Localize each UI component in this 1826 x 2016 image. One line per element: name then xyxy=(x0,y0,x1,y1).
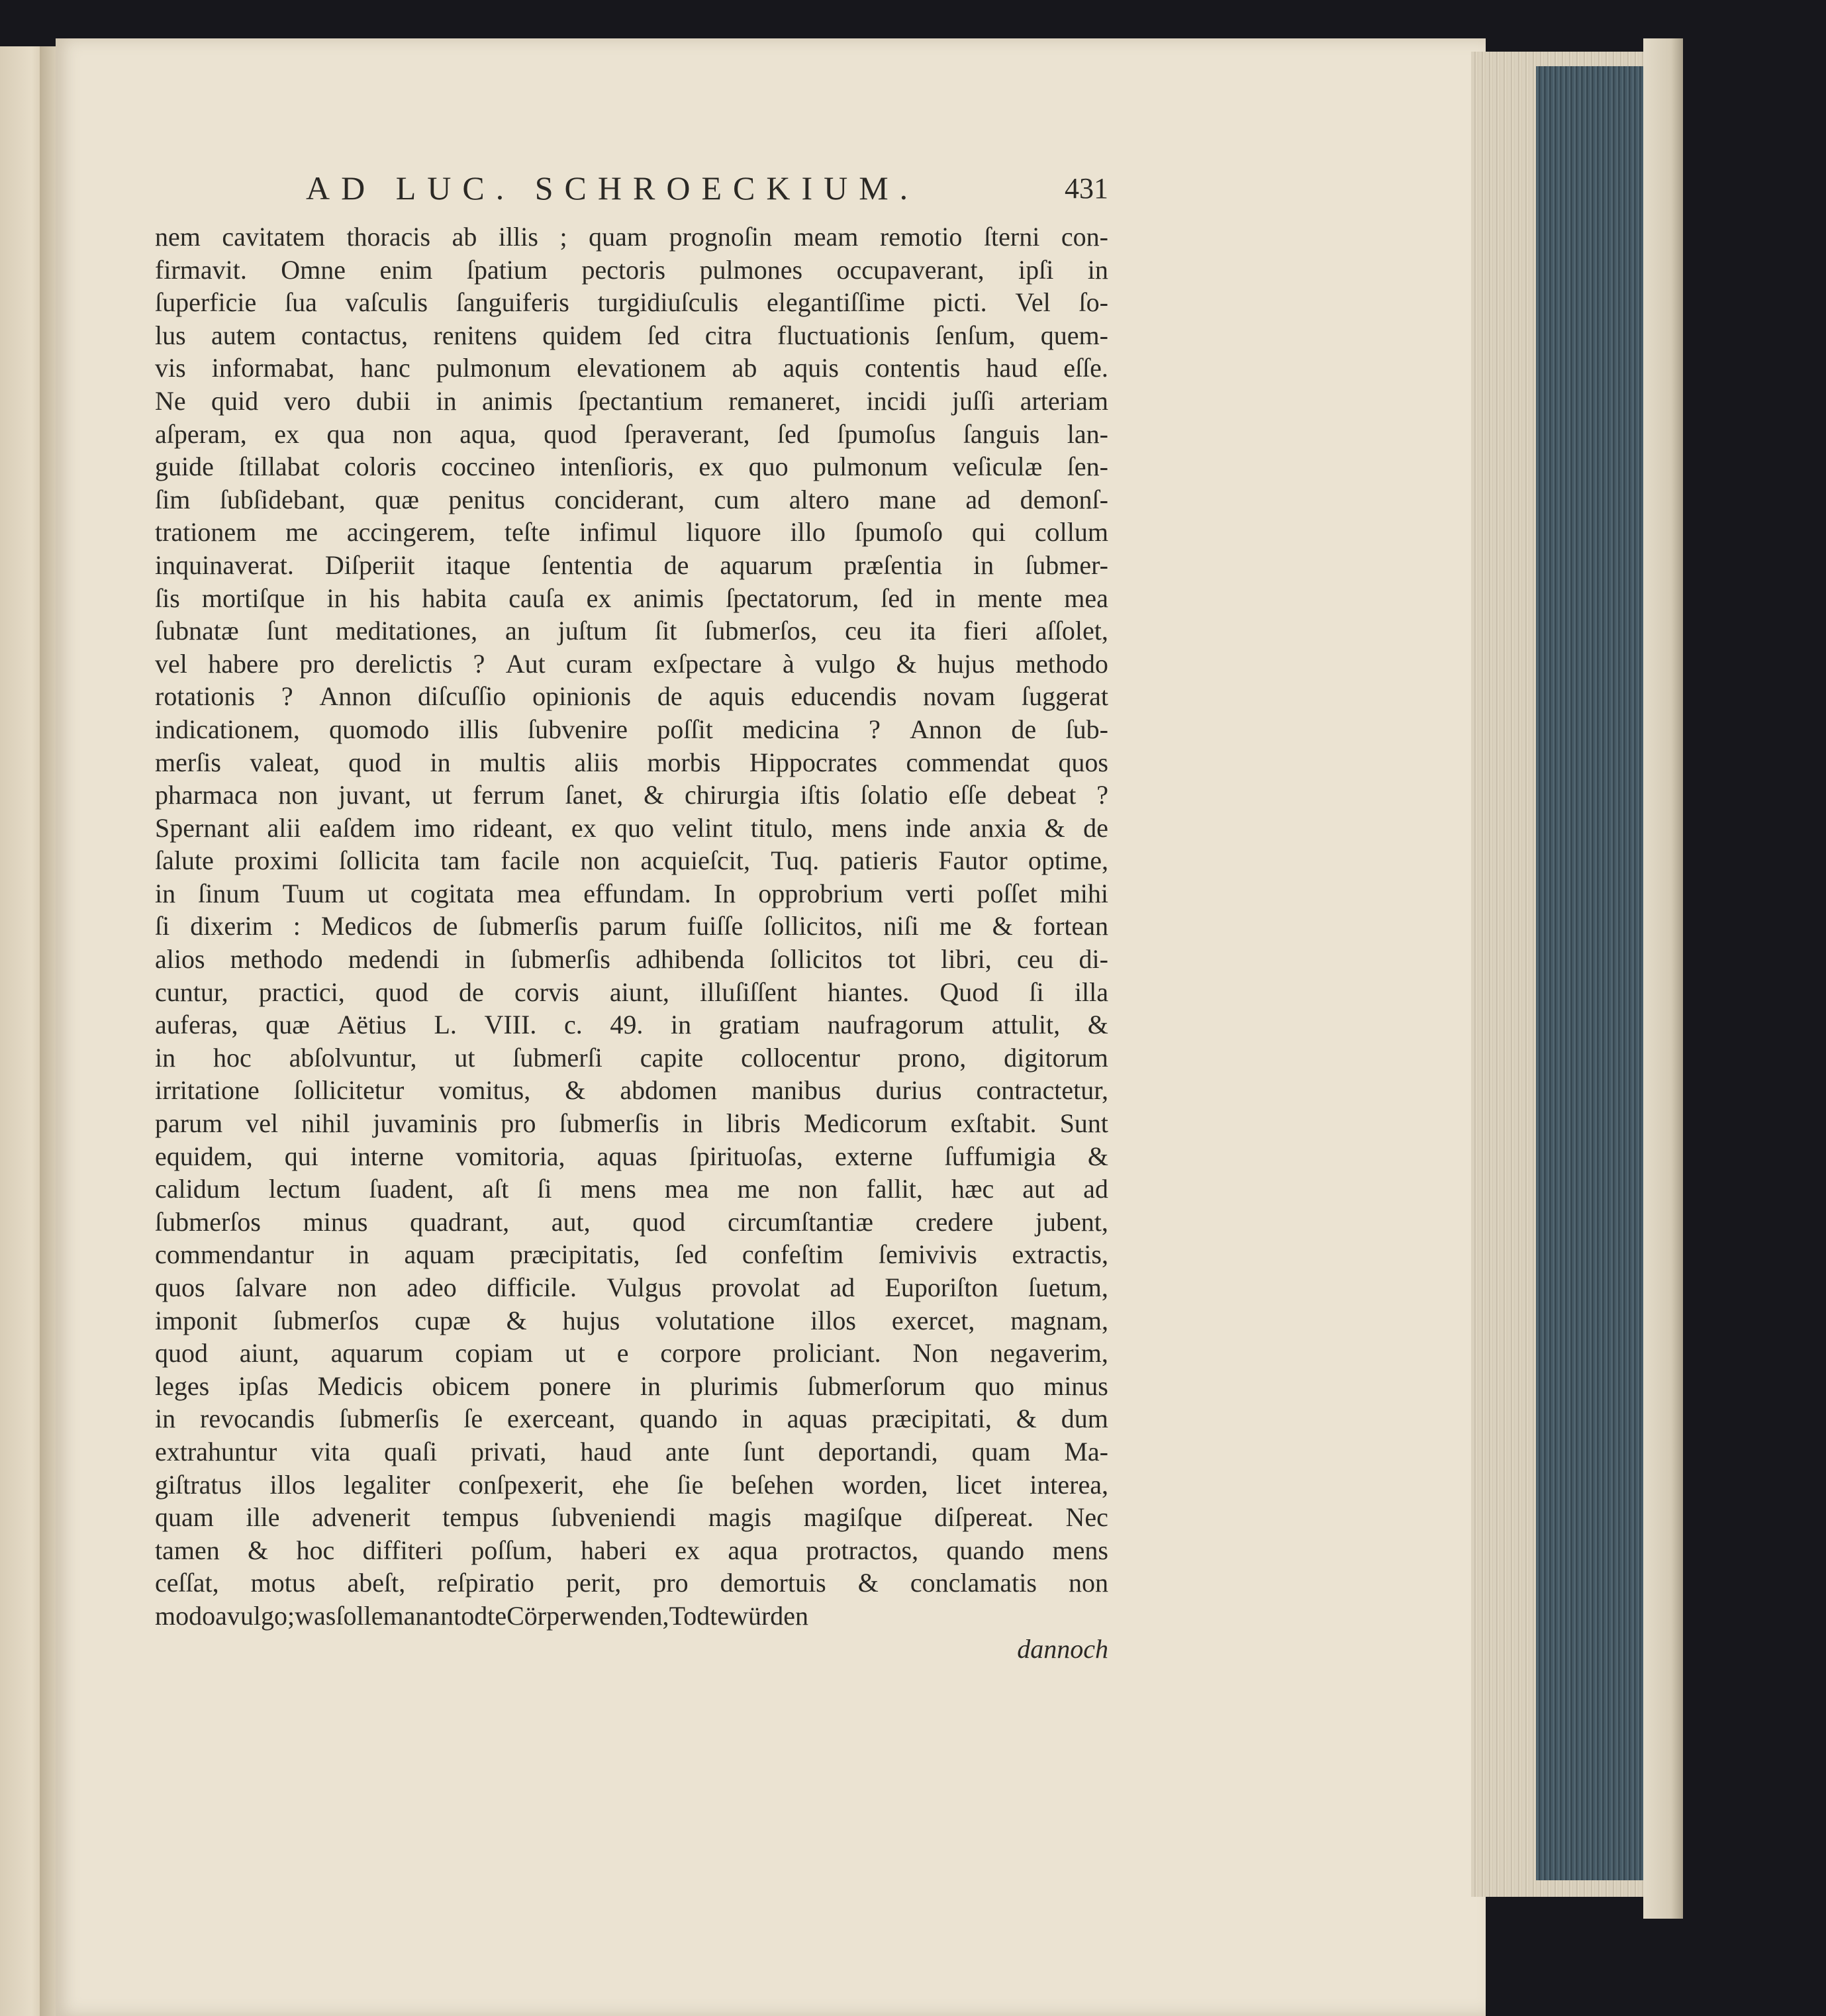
text-line: indicationem, quomodo illis ſubvenire poſſit medicina ? Annon de ſub- xyxy=(155,714,1108,744)
page-text xyxy=(155,169,1108,1665)
text-line: quos ſalvare non adeo difficile. Vulgus provolat ad Euporiſton ſuetum, xyxy=(155,1272,1108,1302)
catchword: dannoch xyxy=(1017,1633,1108,1664)
text-line: ſubmerſos minus quadrant, aut, quod circumſtantiæ credere jubent, xyxy=(155,1206,1108,1237)
text-line: ceſſat, motus abeſt, reſpiratio perit, pro demortuis & conclamatis non xyxy=(155,1568,1108,1598)
text-line: inquinaverat. Diſperiit itaque ſententia de aquarum præſentia in ſubmer- xyxy=(155,550,1108,580)
text-line: in revocandis ſubmerſis ſe exerceant, quando in aquas præcipitati, & dum xyxy=(155,1404,1108,1434)
text-line: tamen & hoc diffiteri poſſum, haberi ex aqua protractos, quando mens xyxy=(155,1535,1108,1565)
text-line: pharmaca non juvant, ut ferrum ſanet, & chirurgia iſtis ſolatio eſſe debeat ? xyxy=(155,780,1108,810)
colored-page-edge xyxy=(1536,66,1649,1880)
text-line: modo a vulgo ; was ſolle man an todte Cörper wenden, Todte würden xyxy=(155,1600,809,1631)
text-line: ſis mortiſque in his habita cauſa ex animis ſpectatorum, ſed in mente mea xyxy=(155,583,1108,613)
text-line: merſis valeat, quod in multis aliis morbis Hippocrates commendat quos xyxy=(155,747,1108,777)
text-line: leges ipſas Medicis obicem ponere in plurimis ſubmerſorum quo minus xyxy=(155,1370,1108,1401)
text-line: vel habere pro derelictis ? Aut curam exſpectare à vulgo & hujus methodo xyxy=(155,648,1108,679)
text-line: guide ſtillabat coloris coccineo intenſioris, ex quo pulmonum veſiculæ ſen- xyxy=(155,452,1108,482)
text-line: extrahuntur vita quaſi privati, haud ante ſunt deportandi, quam Ma- xyxy=(155,1436,1108,1466)
page-number: 431 xyxy=(1065,172,1108,205)
text-line: Spernant alii eaſdem imo rideant, ex quo velint titulo, mens inde anxia & de xyxy=(155,812,1108,843)
text-line: equidem, qui interne vomitoria, aquas ſpirituoſas, externe ſuffumigia & xyxy=(155,1141,1108,1171)
text-line: ſubnatæ ſunt meditationes, an juſtum ſit ſubmerſos, ceu ita fieri aſſolet, xyxy=(155,616,1108,646)
text-line: quam ille advenerit tempus ſubveniendi magis magiſque diſpereat. Nec xyxy=(155,1502,1108,1533)
text-line: quod aiunt, aquarum copiam ut e corpore proliciant. Non negaverim, xyxy=(155,1338,1108,1368)
text-line: nem cavitatem thoracis ab illis ; quam prognoſin meam remotio ſterni con- xyxy=(155,222,1108,252)
text-line: Ne quid vero dubii in animis ſpectantium remaneret, incidi juſſi arteriam xyxy=(155,385,1108,416)
text-line: ſuperficie ſua vaſculis ſanguiferis turgidiuſculis elegantiſſime picti. Vel ſo- xyxy=(155,287,1108,318)
text-line: ſi dixerim : Medicos de ſubmerſis parum fuiſſe ſollicitos, niſi me & fortean xyxy=(155,911,1108,941)
body-text xyxy=(155,220,1108,1633)
text-line: auferas, quæ Aëtius L. VIII. c. 49. in gratiam naufragorum attulit, & xyxy=(155,1010,1108,1040)
text-line: trationem me accingerem, teſte infimul liquore illo ſpumoſo qui collum xyxy=(155,517,1108,548)
text-line: alios methodo medendi in ſubmerſis adhibenda ſollicitos tot libri, ceu di- xyxy=(155,944,1108,975)
text-line: firmavit. Omne enim ſpatium pectoris pulmones occupaverant, ipſi in xyxy=(155,254,1108,285)
text-line: cuntur, practici, quod de corvis aiunt, illuſiſſent hiantes. Quod ſi illa xyxy=(155,977,1108,1007)
text-line: lus autem contactus, renitens quidem ſed citra fluctuationis ſenſum, quem- xyxy=(155,320,1108,350)
text-line: in ſinum Tuum ut cogitata mea effundam. In opprobrium verti poſſet mihi xyxy=(155,878,1108,908)
text-line: calidum lectum ſuadent, aſt ſi mens mea me non fallit, hæc aut ad xyxy=(155,1174,1108,1204)
text-line: ſalute proximi ſollicita tam facile non acquieſcit, Tuq. patieris Fautor optime, xyxy=(155,845,1108,876)
text-line: aſperam, ex qua non aqua, quod ſperaverant, ſed ſpumoſus ſanguis lan- xyxy=(155,418,1108,449)
text-line: in hoc abſolvuntur, ut ſubmerſi capite collocentur prono, digitorum xyxy=(155,1042,1108,1073)
text-line: rotationis ? Annon diſcuſſio opinionis de aquis educendis novam ſuggerat xyxy=(155,681,1108,712)
running-head: AD LUC. SCHROECKIUM. xyxy=(306,169,920,207)
text-line: irritatione ſollicitetur vomitus, & abdomen manibus durius contractetur, xyxy=(155,1075,1108,1106)
text-line: ſim ſubſidebant, quæ penitus conciderant, cum altero mane ad demonſ- xyxy=(155,484,1108,514)
text-line: giſtratus illos legaliter conſpexerit, ehe ſie beſehen worden, licet interea, xyxy=(155,1469,1108,1500)
text-line: commendantur in aquam præcipitatis, ſed confeſtim ſemivivis extractis, xyxy=(155,1239,1108,1270)
text-line: parum vel nihil juvaminis pro ſubmerſis in libris Medicorum exſtabit. Sunt xyxy=(155,1108,1108,1139)
book-cover-edge xyxy=(1643,38,1683,1919)
page-header xyxy=(155,169,1108,216)
text-line: imponit ſubmerſos cupæ & hujus volutatione illos exercet, magnam, xyxy=(155,1305,1108,1335)
text-line: vis informabat, hanc pulmonum elevationem ab aquis contentis haud eſſe. xyxy=(155,353,1108,383)
